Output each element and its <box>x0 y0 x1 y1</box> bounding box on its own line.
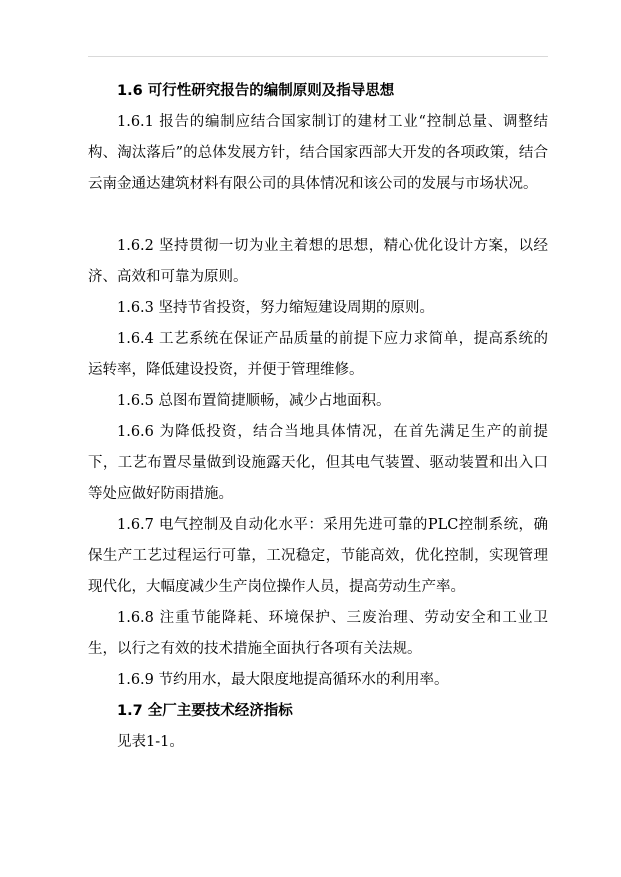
paragraph-1-6-8: 1.6.8 注重节能降耗、环境保护、三废治理、劳动安全和工业卫生，以行之有效的技术措施全面执行各项有关法规。 <box>88 610 548 657</box>
paragraph-1-6-2: 1.6.2 坚持贯彻一切为业主着想的思想，精心优化设计方案，以经济、高效和可靠为原则。 <box>88 238 548 285</box>
paragraph-1-6-3: 1.6.3 坚持节省投资，努力缩短建设周期的原则。 <box>117 300 435 316</box>
paragraph-1-6-6: 1.6.6 为降低投资，结合当地具体情况，在首先满足生产的前提下，工艺布置尽量做到设施露天化，但其电气装置、驱动装置和出入口等处应做好防雨措施。 <box>88 424 548 502</box>
paragraph-1-6-1: 1.6.1 报告的编制应结合国家制订的建材工业“控制总量、调整结构、淘汰落后”的总体发展方针，结合国家西部大开发的各项政策，结合云南金通达建筑材料有限公司的具体情况和该公司的发展与市场状况。 <box>88 114 548 192</box>
section-heading-1-6: 1.6 可行性研究报告的编制原则及指导思想 <box>117 83 395 99</box>
document-body <box>88 76 548 758</box>
paragraph-1-6-5: 1.6.5 总图布置简捷顺畅，减少占地面积。 <box>117 393 391 409</box>
paragraph-1-6-7: 1.6.7 电气控制及自动化水平：采用先进可靠的PLC控制系统，确保生产工艺过程运行可靠，工况稳定，节能高效，优化控制，实现管理现代化，大幅度减少生产岗位操作人员，提高劳动生产率。 <box>88 517 548 595</box>
section-heading-1-7: 1.7 全厂主要技术经济指标 <box>117 703 293 719</box>
blank-line <box>88 200 548 231</box>
section-1-7-text: 见表1-1。 <box>117 734 184 750</box>
paragraph-1-6-4: 1.6.4 工艺系统在保证产品质量的前提下应力求简单，提高系统的运转率，降低建设投资，并便于管理维修。 <box>88 331 548 378</box>
header-rule <box>88 56 548 57</box>
paragraph-1-6-9: 1.6.9 节约用水，最大限度地提高循环水的利用率。 <box>117 672 449 688</box>
